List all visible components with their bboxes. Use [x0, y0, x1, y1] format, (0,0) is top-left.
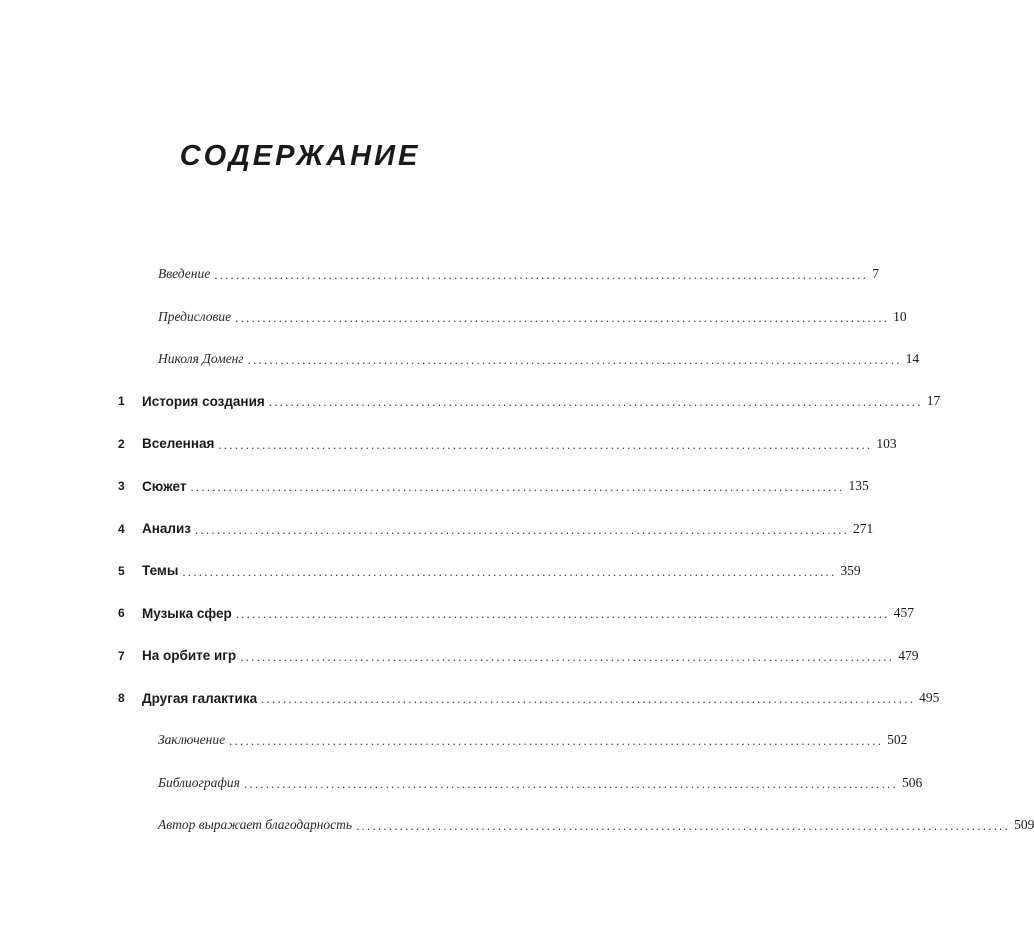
table-of-contents — [118, 253, 1034, 846]
page-number: 359 — [840, 562, 861, 578]
chapter-number: 2 — [118, 436, 125, 451]
page-number: 506 — [901, 774, 923, 790]
page-number: 17 — [926, 393, 941, 409]
toc-entry[interactable] — [118, 762, 923, 804]
page-number: 271 — [853, 520, 874, 536]
dot-leader: ........................................................................................................................ — [214, 267, 869, 283]
dot-leader: ........................................................................................................................ — [356, 818, 1011, 834]
entry-title: Музыка сфер — [142, 605, 232, 621]
dot-leader: ........................................................................................................................ — [243, 775, 898, 791]
toc-entry[interactable] — [118, 423, 897, 465]
entry-title: Автор выражает благодарность — [158, 817, 353, 833]
toc-entry[interactable] — [118, 804, 1034, 846]
page-number: 7 — [872, 266, 879, 282]
toc-entry[interactable] — [118, 253, 879, 295]
page-number: 14 — [905, 350, 920, 366]
dot-leader: ........................................................................................................................ — [235, 309, 890, 325]
dot-leader: ........................................................................................................................ — [229, 733, 884, 749]
dot-leader: ........................................................................................................................ — [218, 436, 873, 452]
entry-title: Заключение — [158, 732, 226, 748]
dot-leader: ........................................................................................................................ — [235, 606, 890, 622]
entry-title: Вселенная — [142, 436, 215, 452]
page-number: 479 — [898, 647, 919, 663]
chapter-number: 6 — [118, 606, 125, 621]
toc-entry[interactable] — [118, 465, 869, 507]
entry-title: Сюжет — [142, 478, 187, 494]
page-title: СОДЕРЖАНИЕ — [179, 140, 421, 172]
dot-leader: ........................................................................................................................ — [240, 648, 895, 664]
entry-title: Анализ — [142, 521, 191, 537]
entry-title: Предисловие — [158, 308, 232, 324]
toc-entry[interactable] — [118, 380, 941, 422]
page-number: 509 — [1014, 817, 1034, 833]
toc-entry[interactable] — [118, 295, 907, 337]
entry-title: Николя Доменг — [158, 350, 244, 366]
toc-entry[interactable] — [118, 338, 920, 380]
page-number: 502 — [887, 732, 908, 748]
dot-leader: ........................................................................................................................ — [195, 521, 849, 537]
dot-leader: ........................................................................................................................ — [182, 563, 837, 579]
chapter-number: 1 — [118, 394, 125, 409]
toc-entry[interactable] — [118, 677, 940, 719]
dot-leader: ........................................................................................................................ — [261, 691, 916, 707]
entry-title: История создания — [142, 393, 265, 409]
toc-entry[interactable] — [118, 635, 919, 677]
entry-title: На орбите игр — [142, 648, 237, 664]
page-number: 495 — [919, 690, 940, 706]
entry-title: Библиография — [158, 774, 240, 790]
dot-leader: ........................................................................................................................ — [268, 394, 923, 410]
toc-entry[interactable] — [118, 592, 914, 634]
entry-title: Другая галактика — [142, 690, 258, 706]
toc-entry[interactable] — [118, 507, 874, 549]
page-number: 457 — [893, 605, 914, 621]
entry-title: Темы — [142, 563, 179, 579]
chapter-number: 3 — [118, 479, 125, 494]
entry-title: Введение — [158, 266, 211, 282]
page-number: 10 — [893, 308, 907, 324]
page-number: 103 — [876, 435, 897, 451]
chapter-number: 4 — [118, 521, 125, 536]
chapter-number: 5 — [118, 563, 125, 578]
chapter-number: 8 — [118, 691, 125, 706]
chapter-number: 7 — [118, 648, 125, 663]
toc-entry[interactable] — [118, 719, 908, 761]
dot-leader: ........................................................................................................................ — [190, 479, 845, 495]
page-number: 135 — [848, 478, 869, 494]
dot-leader: ........................................................................................................................ — [247, 351, 902, 367]
toc-entry[interactable] — [118, 550, 861, 592]
